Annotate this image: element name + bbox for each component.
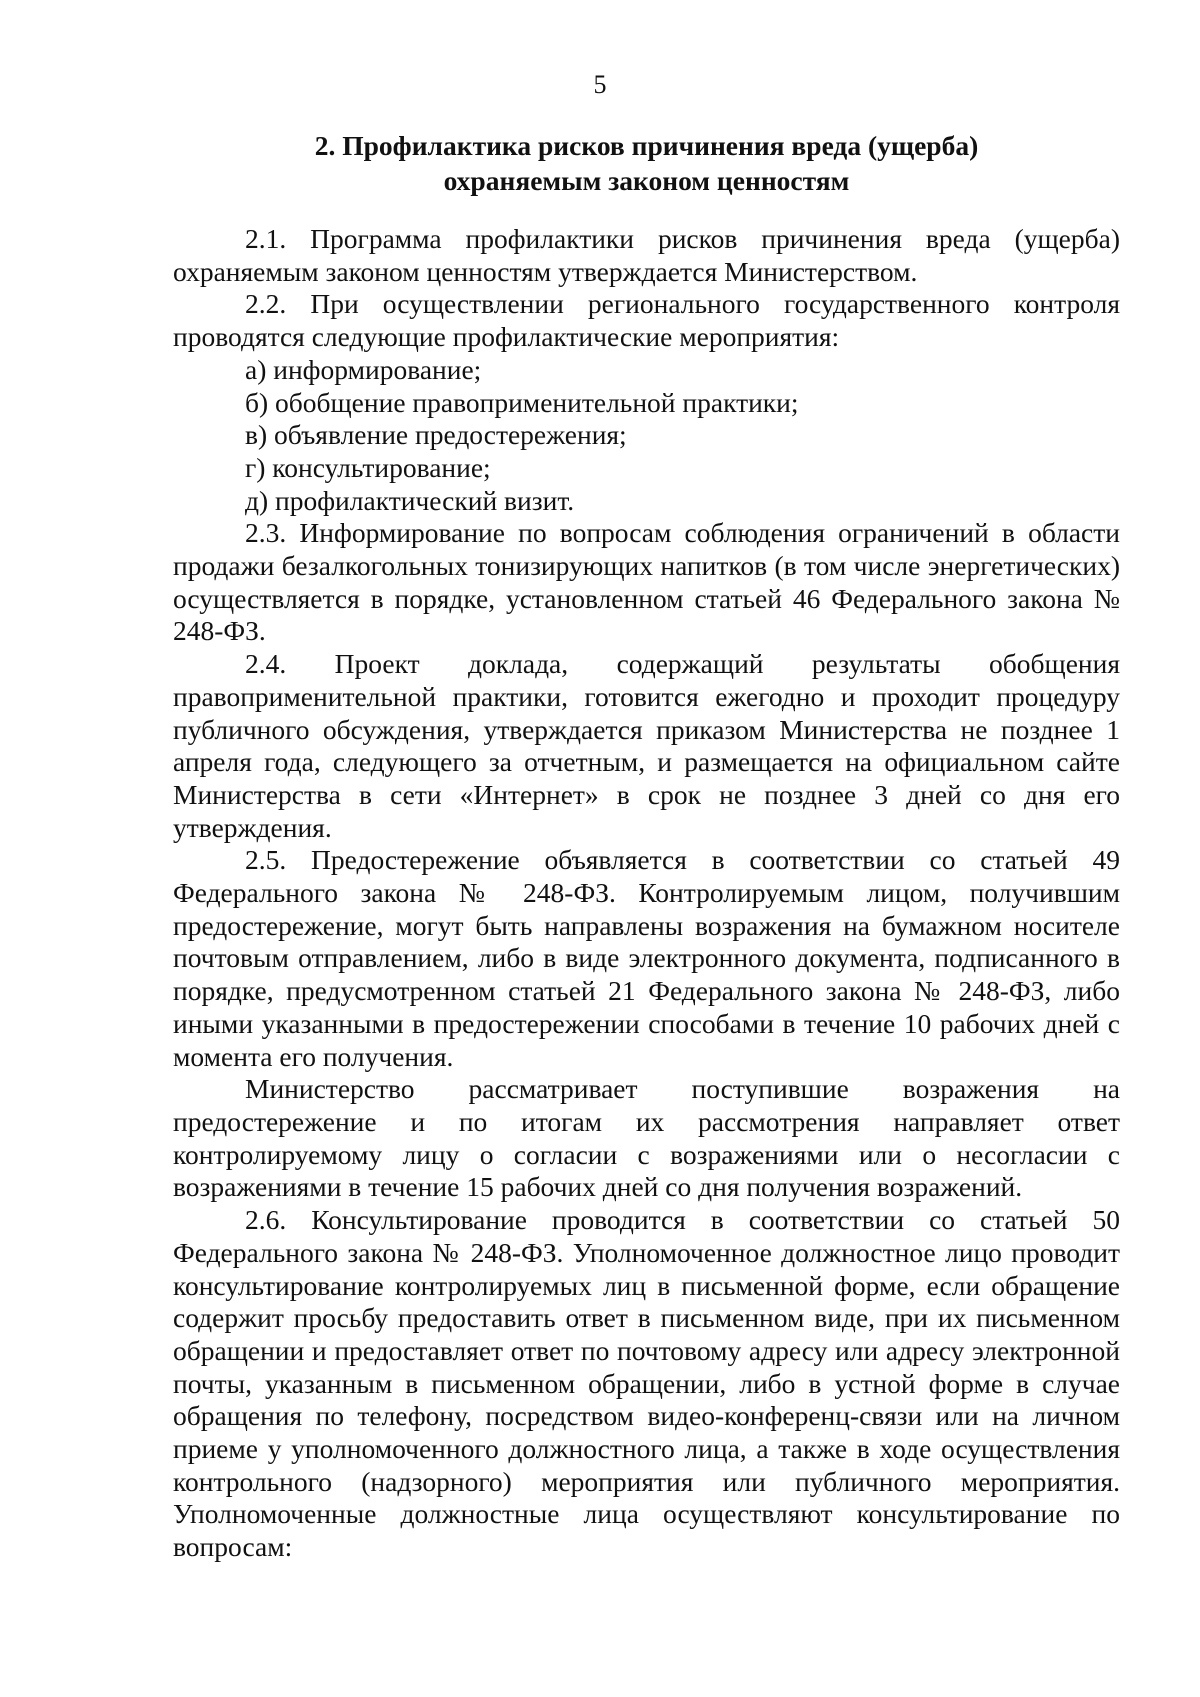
paragraph-2-1: 2.1. Программа профилактики рисков причинения вреда (ущерба) охраняемым законом ценностям утверждается Министерством. <box>173 223 1120 287</box>
list-item: б) обобщение правоприменительной практики; <box>245 386 799 418</box>
list-item: в) объявление предостережения; <box>245 419 627 451</box>
section-heading <box>173 128 1120 198</box>
paragraph-2-5-continued: Министерство рассматривает поступившие возражения на предостережение и по итогам их рассмотрения направляет ответ контролируемому лицу о согласии с возражениями или о несогласии с возражениями в течение 15 рабочих дней со дня получения возражений. <box>173 1073 1120 1203</box>
paragraph-2-5: 2.5. Предостережение объявляется в соответствии со статьей 49 Федерального закона № 248-ФЗ. Контролируемым лицом, получившим предостережение, могут быть направлены возражения на бумажном носителе почтовым отправлением, либо в виде электронного документа, подписанного в порядке, предусмотренном статьей 21 Федерального закона № 248-ФЗ, либо иными указанными в предостережении способами в течение 10 рабочих дней с момента его получения. <box>173 844 1120 1072</box>
list-item: д) профилактический визит. <box>245 484 575 516</box>
document-body <box>173 223 1120 1564</box>
paragraph-2-6: 2.6. Консультирование проводится в соответствии со статьей 50 Федерального закона № 248-ФЗ. Уполномоченное должностное лицо проводит консультирование контролируемых лиц в письменной форме, если обращение содержит просьбу предоставить ответ в письменном виде, при их письменном обращении и предоставляет ответ по почтовому адресу или адресу электронной почты, указанным в письменном обращении, либо в устной форме в случае обращения по телефону, посредством видео-конференц-связи или на личном приеме у уполномоченного должностного лица, а также в ходе осуществления контрольного (надзорного) мероприятия или публичного мероприятия. Уполномоченные должностные лица осуществляют консультирование по вопросам: <box>173 1204 1120 1563</box>
section-heading-line-1: 2. Профилактика рисков причинения вреда (ущерба) <box>314 130 979 161</box>
paragraph-2-3: 2.3. Информирование по вопросам соблюдения ограничений в области продажи безалкогольных тонизирующих напитков (в том числе энергетических) осуществляется в порядке, установленном статьей 46 Федерального закона № 248-ФЗ. <box>173 517 1120 647</box>
list-item: г) консультирование; <box>245 451 491 483</box>
section-heading-line-2: охраняемым законом ценностям <box>443 165 850 196</box>
paragraph-2-2: 2.2. При осуществлении регионального государственного контроля проводятся следующие профилактические мероприятия: <box>173 288 1120 353</box>
list-item: а) информирование; <box>245 353 482 385</box>
paragraph-2-4: 2.4. Проект доклада, содержащий результаты обобщения правоприменительной практики, готовится ежегодно и проходит процедуру публичного обсуждения, утверждается приказом Министерства не позднее 1 апреля года, следующего за отчетным, и размещается на официальном сайте Министерства в сети «Интернет» в срок не позднее 3 дней со дня его утверждения. <box>173 648 1120 843</box>
page-number: 5 <box>593 70 607 99</box>
